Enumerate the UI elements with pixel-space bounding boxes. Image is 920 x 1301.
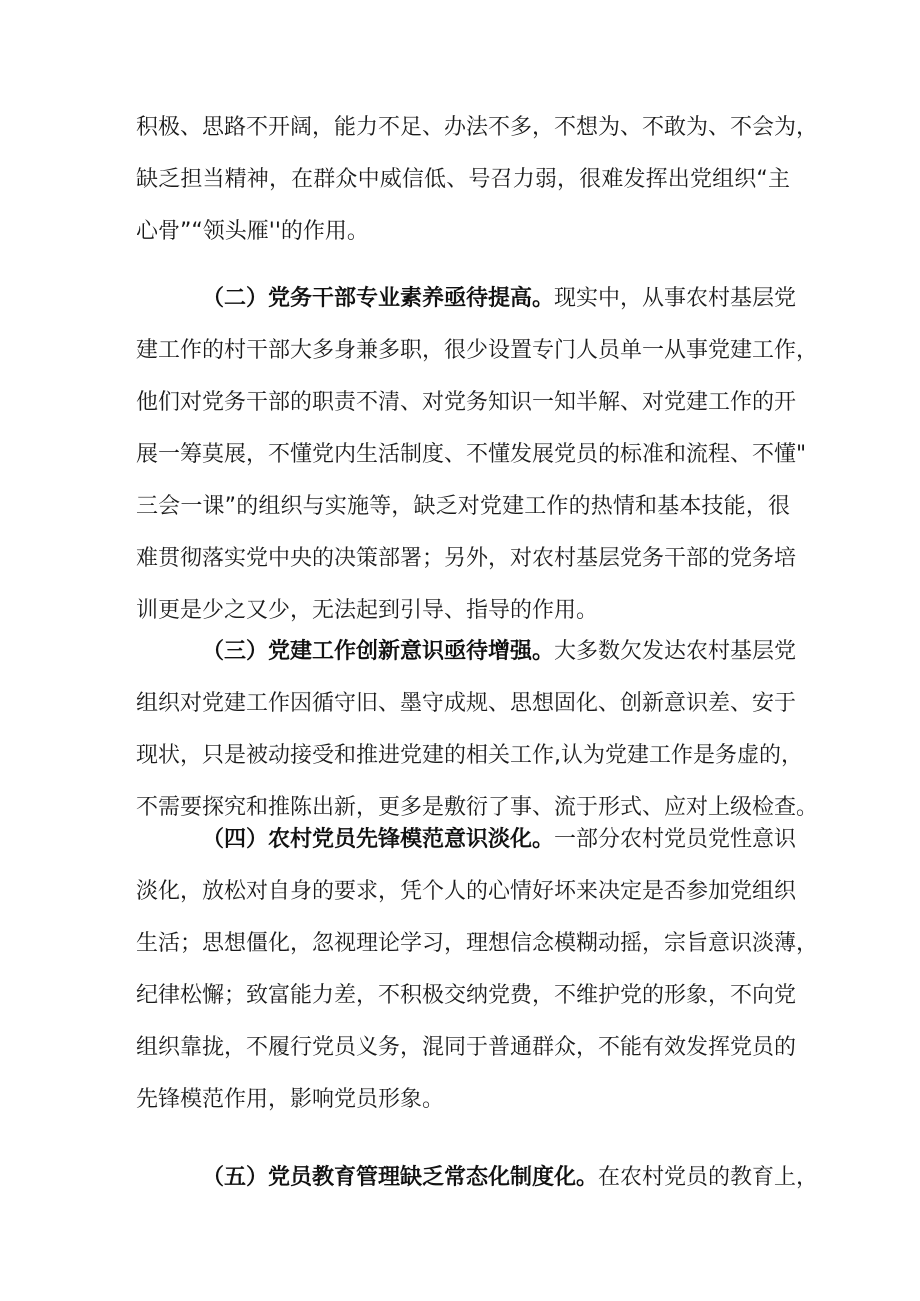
paragraph-line: 现状，只是被动接受和推进党建的相关工作,认为党建工作是务虚的， — [136, 743, 803, 768]
paragraph-line: 先锋模范作用，影响党员形象。 — [136, 1087, 445, 1112]
paragraph-line: 心骨”“领头雁''的作用。 — [136, 219, 369, 244]
section-heading: （五）党员教育管理缺乏常态化制度化。 — [202, 1165, 599, 1190]
paragraph-line: 展一筹莫展，不懂党内生活制度、不懂发展党员的标准和流程、不懂" — [136, 442, 807, 467]
paragraph-1 — [136, 108, 819, 252]
paragraph-3 — [136, 632, 819, 828]
paragraph-line: 积极、思路不开阔，能力不足、办法不多，不想为、不敢为、不会为， — [136, 115, 819, 140]
paragraph-line: 组织对党建工作因循守旧、墨守成规、思想固化、创新意识差、安于 — [136, 691, 797, 716]
paragraph-line: 淡化，放松对自身的要求，凭个人的心情好坏来决定是否参加党组织 — [136, 879, 797, 904]
paragraph-first-line — [136, 279, 797, 319]
paragraph-line: 组织靠拢，不履行党员义务，混同于普通群众，不能有效发挥党员的 — [136, 1035, 797, 1060]
paragraph-line: 建工作的村干部大多身兼多职，很少设置专门人员单一从事党建工作， — [136, 338, 819, 363]
paragraph-first-line — [136, 820, 797, 860]
paragraph-line: 三会一课”的组织与实施等，缺乏对党建工作的热情和基本技能，很 — [136, 494, 790, 519]
paragraph-2 — [136, 279, 819, 631]
paragraph-first-line — [136, 1158, 819, 1198]
paragraph-line: 难贯彻落实党中央的决策部署；另外，对农村基层党务干部的党务培 — [136, 546, 797, 571]
paragraph-line: 纪律松懈；致富能力差，不积极交纳党费，不维护党的形象，不向党 — [136, 983, 797, 1008]
paragraph-text: 一部分农村党员党性意识 — [554, 827, 797, 852]
paragraph-line: 不需要探究和推陈出新，更多是敷衍了事、流于形式、应对上级检查。 — [136, 795, 819, 820]
paragraph-line: 生活；思想僵化，忽视理论学习，理想信念模糊动摇，宗旨意识淡薄， — [136, 931, 819, 956]
paragraph-line: 缺乏担当精神，在群众中威信低、号召力弱，很难发挥出党组织“主 — [136, 167, 790, 192]
section-heading: （四）农村党员先锋模范意识淡化。 — [202, 827, 555, 852]
section-heading: （三）党建工作创新意识亟待增强。 — [202, 639, 555, 664]
paragraph-text: 在农村党员的教育上， — [598, 1165, 819, 1190]
paragraph-4 — [136, 820, 819, 1120]
paragraph-text: 大多数欠发达农村基层党 — [554, 639, 797, 664]
section-heading: （二）党务干部专业素养亟待提高。 — [202, 286, 555, 311]
paragraph-line: 训更是少之又少，无法起到引导、指导的作用。 — [136, 598, 599, 623]
paragraph-first-line — [136, 632, 797, 672]
paragraph-5 — [136, 1158, 819, 1198]
paragraph-line: 他们对党务干部的职责不清、对党务知识一知半解、对党建工作的开 — [136, 390, 797, 415]
paragraph-text: 现实中，从事农村基层党 — [554, 286, 797, 311]
